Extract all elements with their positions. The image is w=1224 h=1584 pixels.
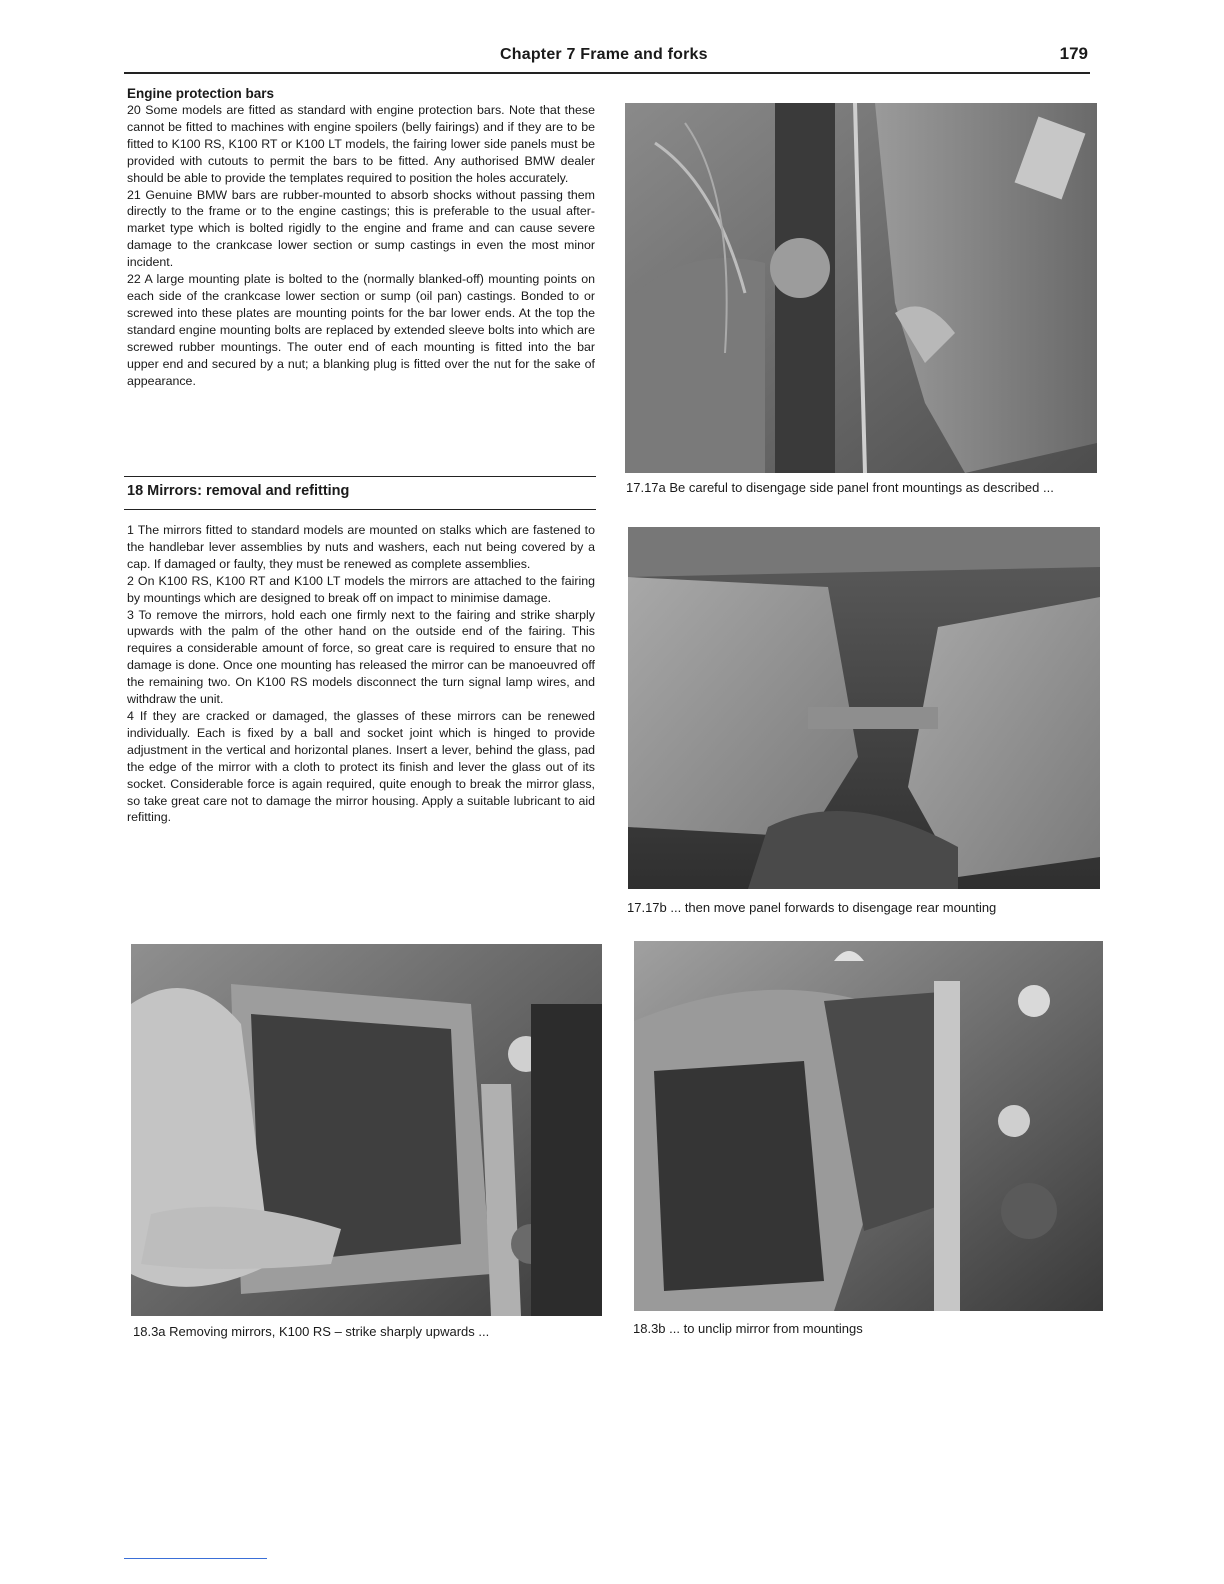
photo-17-17a-image xyxy=(625,103,1097,473)
paragraph-1: 1 The mirrors fitted to standard models are mounted on stalks which are fastened to the handlebar lever assemblies by nuts and washers, each nut being covered by a cap. If damaged or faulty, they must be renewed as complete assemblies. xyxy=(127,523,595,571)
photo-17-17b-image xyxy=(628,527,1100,889)
section-rule-top xyxy=(124,476,596,477)
engine-bars-heading: Engine protection bars xyxy=(127,86,275,101)
caption-17-17b: 17.17b ... then move panel forwards to disengage rear mounting xyxy=(627,900,997,915)
paragraph-22: 22 A large mounting plate is bolted to the (normally blanked-off) mounting points on each side of the crankcase lower section or sump (oil pan) castings. Bonded to or screwed into these plates are mounting points for the bar lower ends. At the top the standard engine mounting bolts are replaced by extended sleeve bolts into which are screwed rubber mountings. The outer end of each mounting is fitted into the bar upper end and secured by a nut; a blanking plug is fitted over the nut for the sake of appearance. xyxy=(127,272,595,388)
photo-18-3a-image xyxy=(131,944,602,1316)
section-rule-bottom xyxy=(124,509,596,510)
paragraph-21: 21 Genuine BMW bars are rubber-mounted to absorb shocks without passing them directly to the frame or to the engine castings; this is preferable to the usual after-market type which is bolted rigidly to the engine and frame and can cause severe damage to the crankcase lower section or sump castings in even the most minor incident. xyxy=(127,187,595,270)
mirrors-section-body xyxy=(127,522,595,826)
photo-18-3b xyxy=(634,941,1103,1311)
photo-17-17a xyxy=(625,103,1097,473)
page-number: 179 xyxy=(1059,44,1088,63)
caption-18-3b: 18.3b ... to unclip mirror from mountings xyxy=(633,1321,863,1336)
photo-18-3b-image xyxy=(634,941,1103,1311)
chapter-title: Chapter 7 Frame and forks xyxy=(500,46,708,63)
paragraph-20: 20 Some models are fitted as standard with engine protection bars. Note that these cannot be fitted to machines with engine spoilers (belly fairings) and if they are to be fitted to K100 RS, K100 RT or K100 LT models, the fairing lower side panels must be provided with cutouts to permit the bars to be fitted. Any authorised BMW dealer should be able to provide the templates required to position the holes accurately. xyxy=(127,103,595,185)
caption-18-3a: 18.3a Removing mirrors, K100 RS – strike sharply upwards ... xyxy=(133,1324,490,1339)
footnote-rule xyxy=(124,1558,267,1559)
paragraph-2: 2 On K100 RS, K100 RT and K100 LT models the mirrors are attached to the fairing by mountings which are designed to break off on impact to minimise damage. xyxy=(127,573,595,605)
caption-17-17a: 17.17a Be careful to disengage side panel front mountings as described ... xyxy=(626,480,1054,495)
engine-protection-bars-section xyxy=(127,86,595,389)
section-18-header xyxy=(124,476,596,510)
photo-18-3a xyxy=(131,944,602,1316)
paragraph-3: 3 To remove the mirrors, hold each one firmly next to the fairing and strike sharply upwards with the palm of the other hand on the outside end of the fairing. This requires a considerable amount of force, so great care is required to ensure that no damage is done. Once one mounting has released the mirror can be manoeuvred off the remaining two. On K100 RS models disconnect the turn signal lamp wires, and withdraw the unit. xyxy=(127,607,595,707)
section-18-title: 18 Mirrors: removal and refitting xyxy=(127,483,350,499)
paragraph-4: 4 If they are cracked or damaged, the glasses of these mirrors can be renewed individually. Each is fixed by a ball and socket joint which is hinged to provide adjustment in the vertical and horizontal planes. Insert a lever, behind the glass, pad the edge of the mirror with a cloth to protect its finish and lever the glass out of its socket. Considerable force is again required, quite enough to break the mirror glass, so take great care not to damage the mirror housing. Apply a suitable lubricant to aid refitting. xyxy=(127,708,595,825)
photo-17-17b xyxy=(628,527,1100,889)
page-header xyxy=(124,44,1092,70)
header-rule xyxy=(124,72,1090,74)
